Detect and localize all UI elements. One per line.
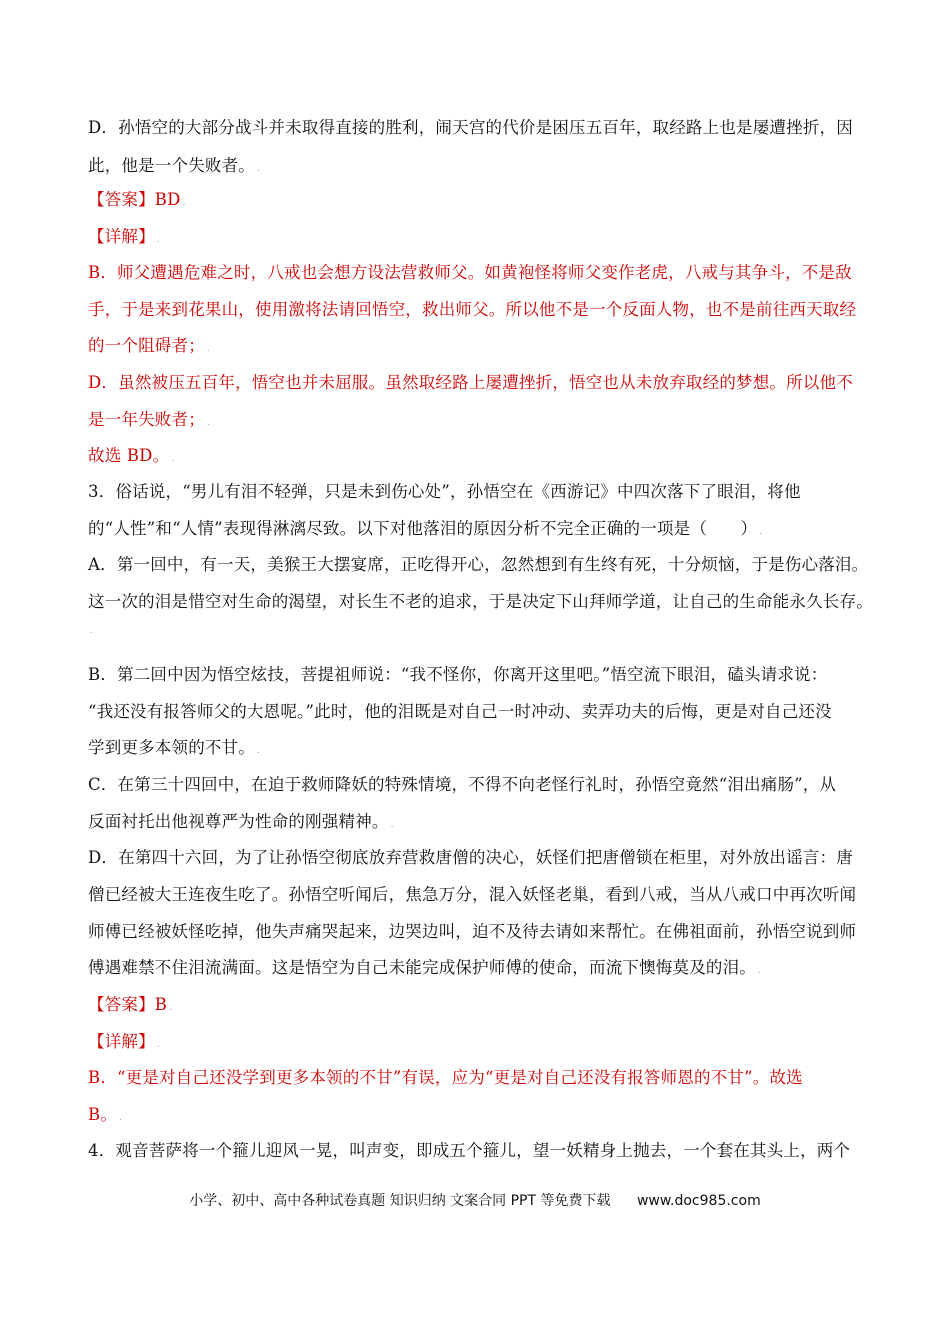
footer-url[interactable]: www.doc985.com — [636, 1193, 761, 1209]
option-b-line1: B．第二回中因为悟空炫技，菩提祖师说：“我不怪你，你离开这里吧。”悟空流下眼泪，磕头请求说： — [88, 665, 828, 684]
explanation-d-line1: D．虽然被压五百年，悟空也并未屈服。虽然取经路上屡遭挫折，悟空也从未放弃取经的梦想。所以他不 — [88, 373, 853, 392]
question-4-line1: 4．观音菩萨将一个箍儿迎风一晃，叫声变，即成五个箍儿，望一妖精身上抛去，一个套在其头上，两个 — [88, 1141, 851, 1160]
option-b-line2: “我还没有报答师父的大恩呢。”此时，他的泪既是对自己一时冲动、卖弄功夫的后悔，更是对自己还没 — [88, 702, 832, 721]
explanation-b2-line1: B．“更是对自己还没学到更多本领的不甘”有误，应为“更是对自己还没有报答师恩的不甘”。故选 — [88, 1068, 803, 1087]
question-3-line2: 的“人性”和“人情”表现得淋漓尽致。以下对他落泪的原因分析不完全正确的一项是（ ） . — [88, 519, 763, 538]
option-d2-line4: 傅遇难禁不住泪流满面。这是悟空为自己未能完成保护师傅的使命，而流下懊悔莫及的泪。 . — [88, 958, 762, 977]
footer-text: 小学、初中、高中各种试卷真题 知识归纳 文案合同 PPT 等免费下载 — [189, 1193, 611, 1209]
paragraph-mark: . — [90, 626, 94, 636]
conclusion-line: 故选 BD。 . — [88, 446, 175, 465]
answer-label: 【答案】BD . — [88, 190, 186, 209]
explanation-b-line3: 的一个阻碍者； . — [88, 336, 210, 355]
option-c-line1: C．在第三十四回中，在迫于救师降妖的特殊情境，不得不向老怪行礼时，孙悟空竟然“泪出痛肠”，从 — [88, 775, 837, 794]
option-d2-line3: 师傅已经被妖怪吃掉，他失声痛哭起来，边哭边叫，迫不及待去请如来帮忙。在佛祖面前，孙悟空说到师 — [88, 922, 857, 941]
option-c-line2: 反面衬托出他视尊严为性命的刚强精神。 . — [88, 812, 394, 831]
option-d-line2: 此，他是一个失败者。 . — [88, 156, 261, 175]
explanation-b2-line2: B。 . — [88, 1105, 123, 1124]
explanation-label: 【详解】 . — [88, 227, 160, 246]
answer-label-2: 【答案】B . — [88, 995, 173, 1014]
option-a-line2: 这一次的泪是惜空对生命的渴望，对长生不老的追求，于是决定下山拜师学道，让自己的生命能永久长存。 — [88, 592, 873, 611]
page-footer — [0, 1190, 950, 1210]
option-d2-line2: 僧已经被大王连夜生吃了。孙悟空听闻后，焦急万分，混入妖怪老巢，看到八戒，当从八戒口中再次听闻 — [88, 885, 857, 904]
question-3-line1: 3．俗话说，“男儿有泪不轻弹，只是未到伤心处”，孙悟空在《西游记》中四次落下了眼泪，将他 — [88, 482, 801, 501]
explanation-b-line1: B．师父遭遇危难之时，八戒也会想方设法营救师父。如黄袍怪将师父变作老虎，八戒与其争斗，不是敌 — [88, 263, 852, 282]
option-b-line3: 学到更多本领的不甘。 . — [88, 738, 261, 757]
option-d2-line1: D．在第四十六回，为了让孙悟空彻底放弃营救唐僧的决心，妖怪们把唐僧锁在柜里，对外放出谣言：唐 — [88, 848, 853, 867]
option-a-line1: A．第一回中，有一天，美猴王大摆宴席，正吃得开心，忽然想到有生终有死，十分烦恼，于是伤心落泪。 — [88, 555, 869, 574]
explanation-d-line2: 是一年失败者； . — [88, 410, 210, 429]
option-d-line1: D．孙悟空的大部分战斗并未取得直接的胜利，闹天宫的代价是困压五百年，取经路上也是屡遭挫折，因 — [88, 118, 853, 137]
explanation-b-line2: 手，于是来到花果山，使用激将法请回悟空，救出师父。所以他不是一个反面人物，也不是前往西天取经 — [88, 300, 857, 319]
explanation-label-2: 【详解】 . — [88, 1032, 160, 1051]
